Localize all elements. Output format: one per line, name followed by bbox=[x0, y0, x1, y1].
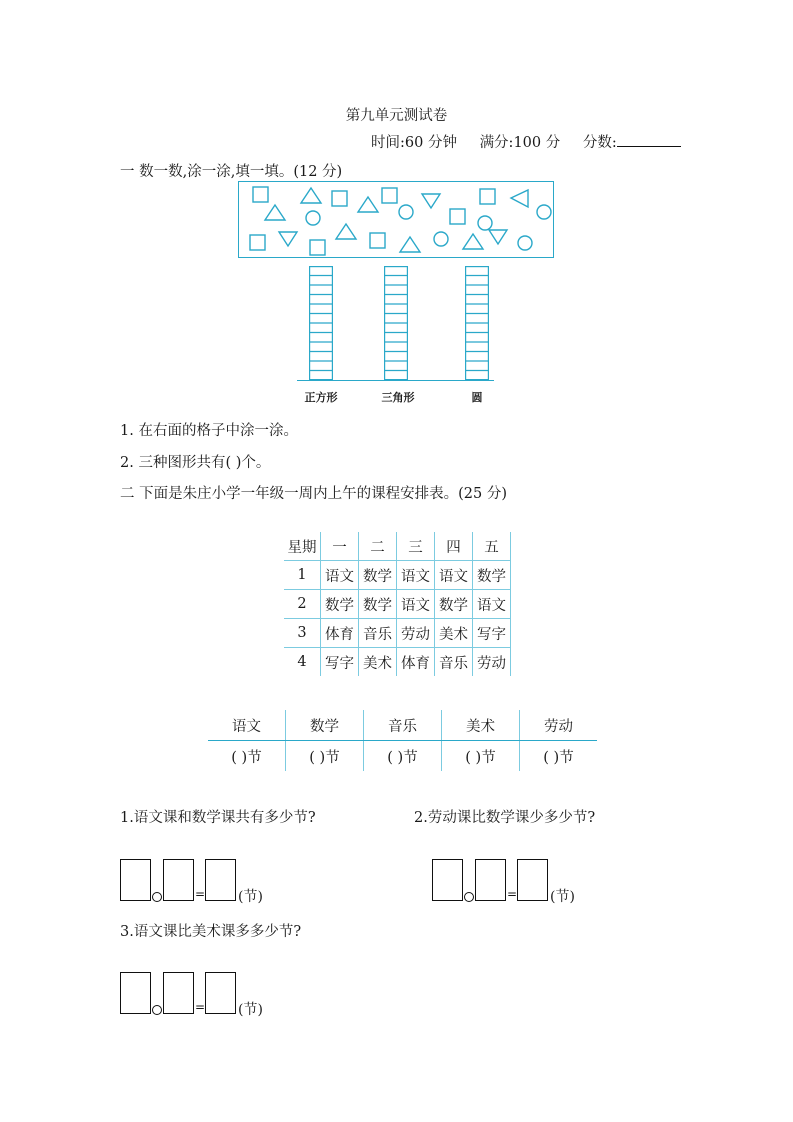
operator-circle[interactable] bbox=[152, 892, 162, 902]
square-shape bbox=[310, 240, 325, 255]
table-cell: 音乐 bbox=[435, 648, 473, 677]
tally-table bbox=[208, 710, 597, 771]
table-header-cell: 五 bbox=[473, 532, 511, 561]
score-blank[interactable] bbox=[617, 134, 681, 147]
tally-subject: 劳动 bbox=[520, 710, 598, 741]
square-shape bbox=[370, 233, 385, 248]
question-1: 1. 在右面的格子中涂一涂。 bbox=[120, 423, 298, 439]
full-score: 满分:100 分 bbox=[479, 135, 561, 151]
unit-label: (节) bbox=[238, 889, 263, 905]
tally-answer-row bbox=[208, 741, 597, 772]
circle-shape bbox=[518, 236, 532, 250]
unit-label: (节) bbox=[550, 889, 575, 905]
word-problem-2: 2.劳动课比数学课少多少节? bbox=[414, 810, 596, 826]
word-problem-3: 3.语文课比美术课多多少节? bbox=[120, 924, 302, 940]
tally-subject: 音乐 bbox=[364, 710, 442, 741]
table-cell: 音乐 bbox=[359, 619, 397, 648]
square-shape bbox=[450, 209, 465, 224]
shapes-drawing bbox=[239, 182, 555, 259]
shapes-panel bbox=[238, 181, 554, 258]
section1-heading: 一 数一数,涂一涂,填一填。(12 分) bbox=[120, 164, 343, 180]
section2-heading: 二 下面是朱庄小学一年级一周内上午的课程安排表。(25 分) bbox=[120, 486, 507, 502]
answer-box[interactable] bbox=[517, 859, 548, 901]
table-cell: 语文 bbox=[435, 561, 473, 590]
operator-circle[interactable] bbox=[464, 892, 474, 902]
table-cell: 语文 bbox=[321, 561, 359, 590]
tally-subject: 数学 bbox=[286, 710, 364, 741]
question-2: 2. 三种图形共有( )个。 bbox=[120, 455, 271, 471]
circle-shape bbox=[399, 205, 413, 219]
tally-blank[interactable]: ( )节 bbox=[520, 741, 598, 772]
table-cell: 数学 bbox=[321, 590, 359, 619]
table-header-row bbox=[284, 532, 511, 561]
table-row bbox=[284, 561, 511, 590]
triangle-shape bbox=[336, 224, 356, 239]
table-cell: 数学 bbox=[435, 590, 473, 619]
triangle-shape bbox=[400, 237, 420, 252]
triangle-shape bbox=[422, 194, 440, 208]
equals-sign: = bbox=[195, 887, 206, 901]
page-title: 第九单元测试卷 bbox=[345, 108, 448, 124]
table-cell: 写字 bbox=[473, 619, 511, 648]
grid-column-circle[interactable] bbox=[465, 266, 489, 380]
answer-box[interactable] bbox=[163, 972, 194, 1014]
circle-shape bbox=[306, 211, 320, 225]
circle-shape bbox=[434, 232, 448, 246]
table-cell: 数学 bbox=[359, 590, 397, 619]
tally-blank[interactable]: ( )节 bbox=[442, 741, 520, 772]
table-cell: 劳动 bbox=[473, 648, 511, 677]
table-cell: 2 bbox=[284, 590, 321, 619]
triangle-shape bbox=[301, 188, 321, 203]
triangle-shape bbox=[279, 232, 297, 246]
table-cell: 4 bbox=[284, 648, 321, 677]
exam-meta bbox=[371, 131, 699, 152]
table-header-cell: 一 bbox=[321, 532, 359, 561]
square-shape bbox=[250, 235, 265, 250]
table-header-cell: 二 bbox=[359, 532, 397, 561]
answer-box[interactable] bbox=[475, 859, 506, 901]
answer-box[interactable] bbox=[163, 859, 194, 901]
score-label: 分数: bbox=[582, 135, 617, 151]
triangle-shape bbox=[265, 205, 285, 220]
table-row bbox=[284, 619, 511, 648]
square-shape bbox=[332, 191, 347, 206]
equation-2 bbox=[432, 859, 592, 904]
table-cell: 1 bbox=[284, 561, 321, 590]
grid-column-square[interactable] bbox=[309, 266, 333, 380]
answer-box[interactable] bbox=[120, 972, 151, 1014]
triangle-shape bbox=[489, 230, 507, 244]
tally-subject: 语文 bbox=[208, 710, 286, 741]
time-limit: 时间:60 分钟 bbox=[371, 135, 457, 151]
table-cell: 3 bbox=[284, 619, 321, 648]
answer-box[interactable] bbox=[205, 972, 236, 1014]
table-row bbox=[284, 648, 511, 677]
unit-label: (节) bbox=[238, 1002, 263, 1018]
circle-shape bbox=[537, 205, 551, 219]
square-shape bbox=[253, 187, 268, 202]
equation-3 bbox=[120, 972, 280, 1017]
triangle-shape bbox=[511, 190, 528, 207]
tally-blank[interactable]: ( )节 bbox=[286, 741, 364, 772]
tally-header-row bbox=[208, 710, 597, 741]
table-cell: 体育 bbox=[321, 619, 359, 648]
grid-column-triangle[interactable] bbox=[384, 266, 408, 380]
table-header-cell: 三 bbox=[397, 532, 435, 561]
answer-box[interactable] bbox=[432, 859, 463, 901]
tally-blank[interactable]: ( )节 bbox=[364, 741, 442, 772]
label-triangle: 三角形 bbox=[381, 391, 415, 404]
tally-subject: 美术 bbox=[442, 710, 520, 741]
table-cell: 体育 bbox=[397, 648, 435, 677]
table-cell: 数学 bbox=[359, 561, 397, 590]
answer-box[interactable] bbox=[205, 859, 236, 901]
table-header-cell: 星期 bbox=[284, 532, 321, 561]
table-cell: 美术 bbox=[359, 648, 397, 677]
word-problem-1: 1.语文课和数学课共有多少节? bbox=[120, 810, 316, 826]
tally-blank[interactable]: ( )节 bbox=[231, 749, 262, 766]
equals-sign: = bbox=[195, 1000, 206, 1014]
table-row bbox=[284, 590, 511, 619]
chart-baseline bbox=[297, 380, 494, 381]
schedule-table bbox=[284, 532, 511, 676]
equation-1 bbox=[120, 859, 280, 904]
table-cell: 美术 bbox=[435, 619, 473, 648]
table-header-cell: 四 bbox=[435, 532, 473, 561]
answer-box[interactable] bbox=[120, 859, 151, 901]
table-cell: 语文 bbox=[397, 561, 435, 590]
operator-circle[interactable] bbox=[152, 1005, 162, 1015]
label-circle: 圆 bbox=[471, 391, 483, 404]
triangle-shape bbox=[358, 197, 378, 212]
circle-shape bbox=[478, 216, 492, 230]
equals-sign: = bbox=[507, 887, 518, 901]
table-cell: 写字 bbox=[321, 648, 359, 677]
table-cell: 语文 bbox=[397, 590, 435, 619]
square-shape bbox=[382, 188, 397, 203]
triangle-shape bbox=[463, 234, 483, 249]
label-square: 正方形 bbox=[304, 391, 338, 404]
table-cell: 劳动 bbox=[397, 619, 435, 648]
square-shape bbox=[480, 189, 495, 204]
table-cell: 数学 bbox=[473, 561, 511, 590]
table-cell: 语文 bbox=[473, 590, 511, 619]
